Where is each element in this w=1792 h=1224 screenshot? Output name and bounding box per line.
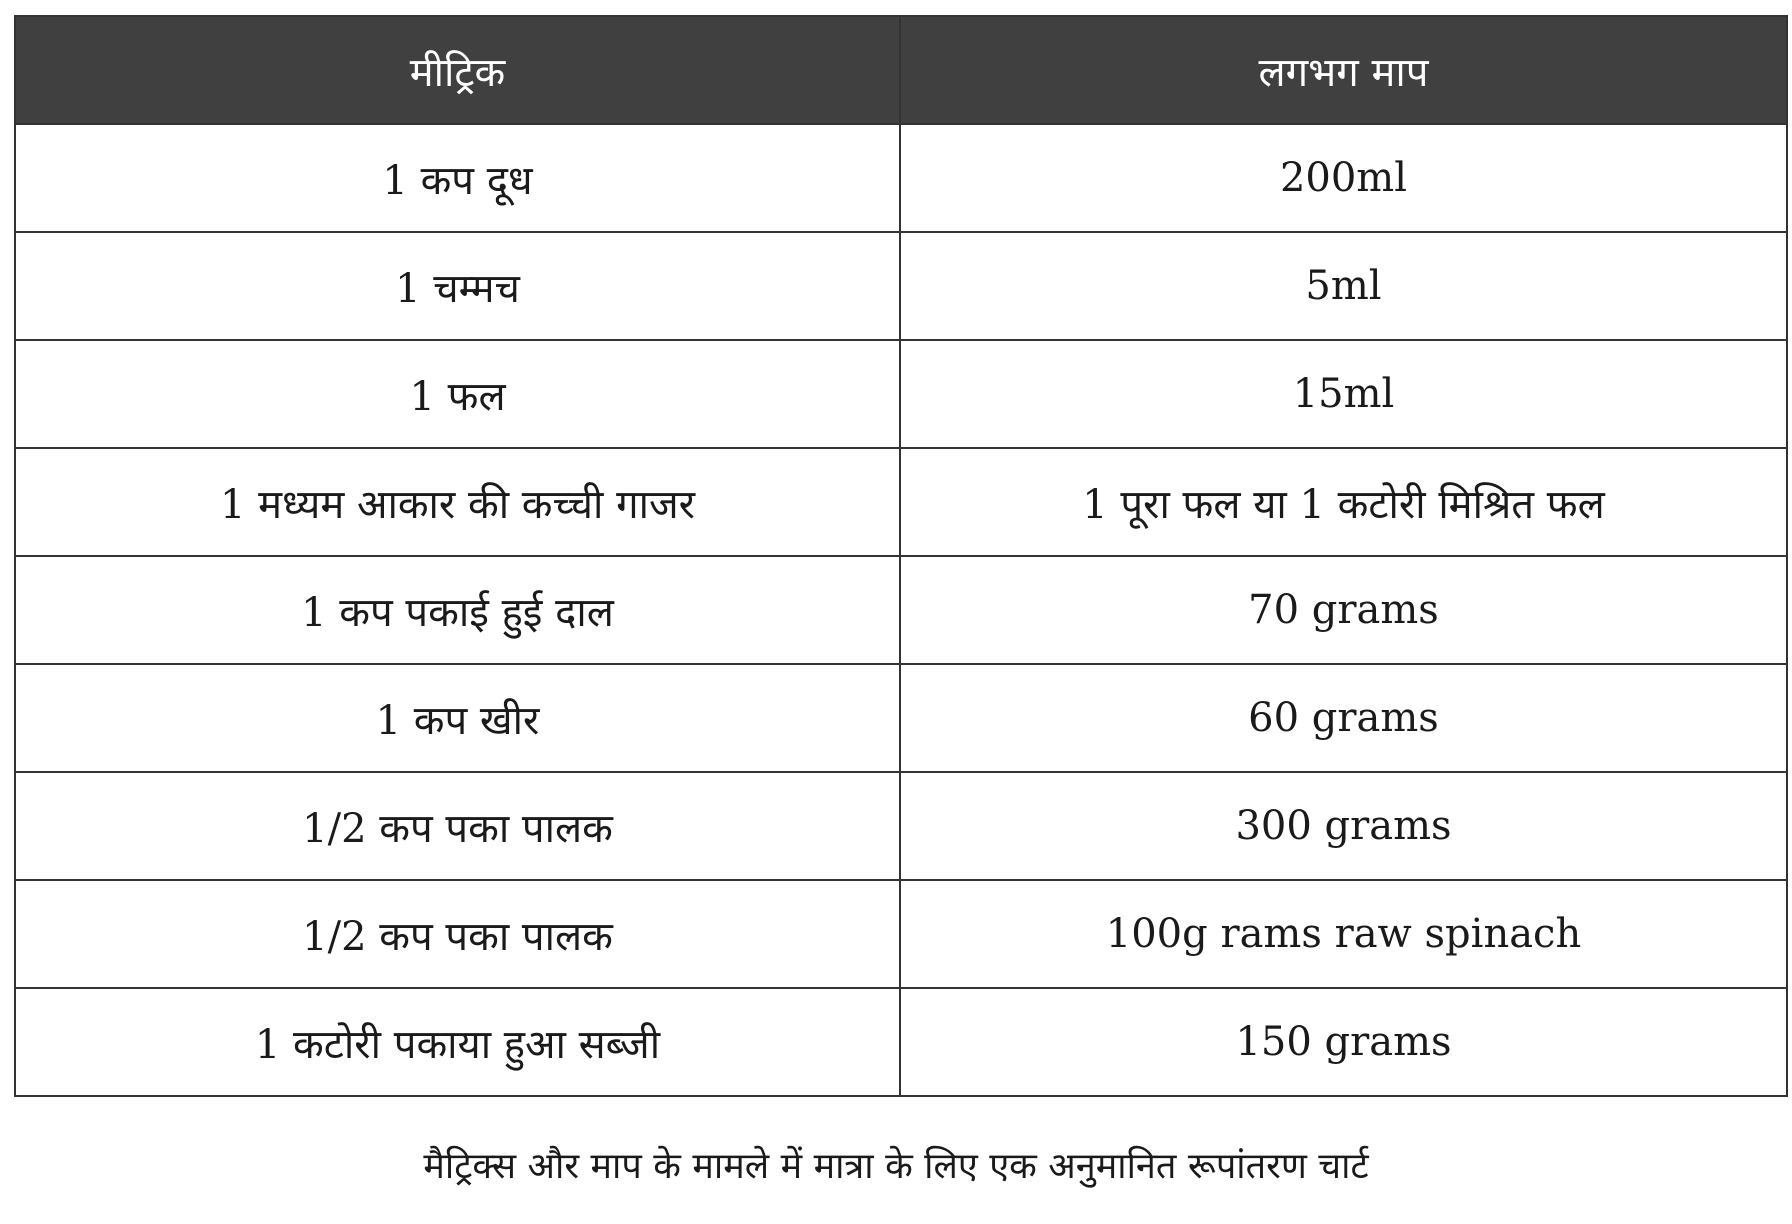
- metric-cell: 1 कप दूध: [15, 124, 900, 232]
- measure-cell: 150 grams: [900, 988, 1787, 1096]
- measure-cell: 300 grams: [900, 772, 1787, 880]
- table-header: [15, 16, 1787, 124]
- conversion-table-container: [14, 15, 1786, 1097]
- metric-cell: 1 चम्मच: [15, 232, 900, 340]
- metric-cell: 1 मध्यम आकार की कच्ची गाजर: [15, 448, 900, 556]
- conversion-table: [14, 15, 1788, 1097]
- measure-cell: 60 grams: [900, 664, 1787, 772]
- table-row: [15, 124, 1787, 232]
- metric-cell: 1 कप पकाई हुई दाल: [15, 556, 900, 664]
- table-row: [15, 772, 1787, 880]
- metric-cell: 1 कप खीर: [15, 664, 900, 772]
- table-row: [15, 556, 1787, 664]
- table-row: [15, 340, 1787, 448]
- measure-cell: 70 grams: [900, 556, 1787, 664]
- measure-cell: 200ml: [900, 124, 1787, 232]
- measure-cell: 15ml: [900, 340, 1787, 448]
- table-body: [15, 124, 1787, 1096]
- table-row: [15, 664, 1787, 772]
- measure-cell: 1 पूरा फल या 1 कटोरी मिश्रित फल: [900, 448, 1787, 556]
- header-metric: मीट्रिक: [15, 16, 900, 124]
- table-row: [15, 988, 1787, 1096]
- table-row: [15, 232, 1787, 340]
- header-row: [15, 16, 1787, 124]
- metric-cell: 1/2 कप पका पालक: [15, 772, 900, 880]
- table-row: [15, 448, 1787, 556]
- metric-cell: 1/2 कप पका पालक: [15, 880, 900, 988]
- metric-cell: 1 फल: [15, 340, 900, 448]
- table-row: [15, 880, 1787, 988]
- measure-cell: 5ml: [900, 232, 1787, 340]
- measure-cell: 100g rams raw spinach: [900, 880, 1787, 988]
- metric-cell: 1 कटोरी पकाया हुआ सब्जी: [15, 988, 900, 1096]
- header-approx-measure: लगभग माप: [900, 16, 1787, 124]
- table-caption: मैट्रिक्स और माप के मामले में मात्रा के लिए एक अनुमानित रूपांतरण चार्ट: [423, 1146, 1369, 1187]
